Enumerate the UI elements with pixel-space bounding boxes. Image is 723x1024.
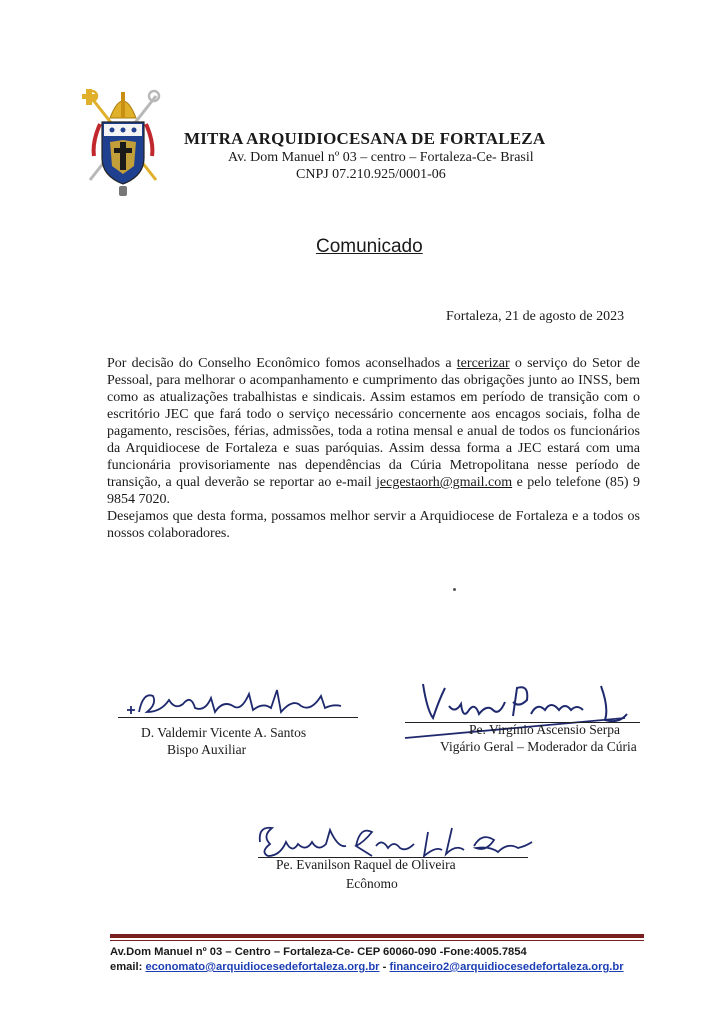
bishop-signature-icon bbox=[125, 682, 345, 722]
document-title: Comunicado bbox=[316, 236, 423, 257]
body-paragraph-1 bbox=[107, 355, 640, 508]
document-date: Fortaleza, 21 de agosto de 2023 bbox=[446, 309, 625, 324]
jec-email-link[interactable]: jecgestaorh@gmail.com bbox=[376, 475, 513, 490]
econome-signature-icon bbox=[256, 822, 536, 862]
financeiro-email-link[interactable]: financeiro2@arquidiocesedefortaleza.org.br bbox=[389, 961, 624, 973]
economato-email-link[interactable]: economato@arquidiocesedefortaleza.org.br bbox=[145, 961, 380, 973]
econome-name: Pe. Evanilson Raquel de Oliveira bbox=[276, 857, 456, 872]
bishop-name: D. Valdemir Vicente A. Santos bbox=[141, 725, 307, 740]
bishop-signature-line bbox=[118, 717, 358, 718]
underlined-word: tercerizar bbox=[456, 356, 510, 371]
body-text-segment: e pelo telefone (85) 9 9854 7020. bbox=[107, 475, 640, 507]
document-body bbox=[107, 355, 640, 542]
footer-email-label: email: bbox=[110, 961, 143, 973]
organization-address: Av. Dom Manuel nº 03 – centro – Fortaleza-Ce- Brasil bbox=[228, 150, 534, 165]
organization-cnpj: CNPJ 07.210.925/0001-06 bbox=[296, 167, 446, 182]
econome-role: Ecônomo bbox=[346, 876, 398, 891]
footer-email-separator: - bbox=[382, 961, 387, 973]
footer-address: Av.Dom Manuel nº 03 – Centro – Fortaleza-Ce- CEP 60060-090 -Fone:4005.7854 bbox=[110, 946, 527, 958]
stray-mark bbox=[453, 588, 456, 591]
vicar-name: Pe. Virgínio Ascensio Serpa bbox=[469, 722, 620, 737]
footer-rule-thin bbox=[110, 940, 644, 941]
archdiocese-coat-of-arms-icon bbox=[82, 82, 164, 202]
organization-name: MITRA ARQUIDIOCESANA DE FORTALEZA bbox=[184, 129, 546, 148]
body-text-segment: o serviço do Setor de Pessoal, para melhorar o acompanhamento e cumprimento das obrigações junto ao INSS, bem como as atualizações trabalhistas e sindicais. Assim estamos em período de transição com o escritório JEC que fará todo o serviço necessário concernente aos encagos sociais, folha de pagamento, rescisões, férias, admissões, toda a rotina mensal e anual de todos os funcionários da Arquidiocese de Fortaleza e suas paróquias. Assim dessa forma a JEC estará com uma funcionária provisoriamente nas dependências da Cúria Metropolitana nesse período de transição, a qual deverão se reportar ao e-mail bbox=[107, 356, 640, 490]
body-text-segment: Por decisão do Conselho Econômico fomos aconselhados a bbox=[107, 356, 457, 371]
bishop-role: Bispo Auxiliar bbox=[167, 742, 247, 757]
body-paragraph-2: Desejamos que desta forma, possamos melhor servir a Arquidiocese de Fortaleza e a todos os nossos colaboradores. bbox=[107, 509, 640, 541]
footer-rule bbox=[110, 934, 644, 938]
vicar-role: Vigário Geral – Moderador da Cúria bbox=[440, 739, 637, 754]
footer-emails bbox=[110, 961, 624, 973]
